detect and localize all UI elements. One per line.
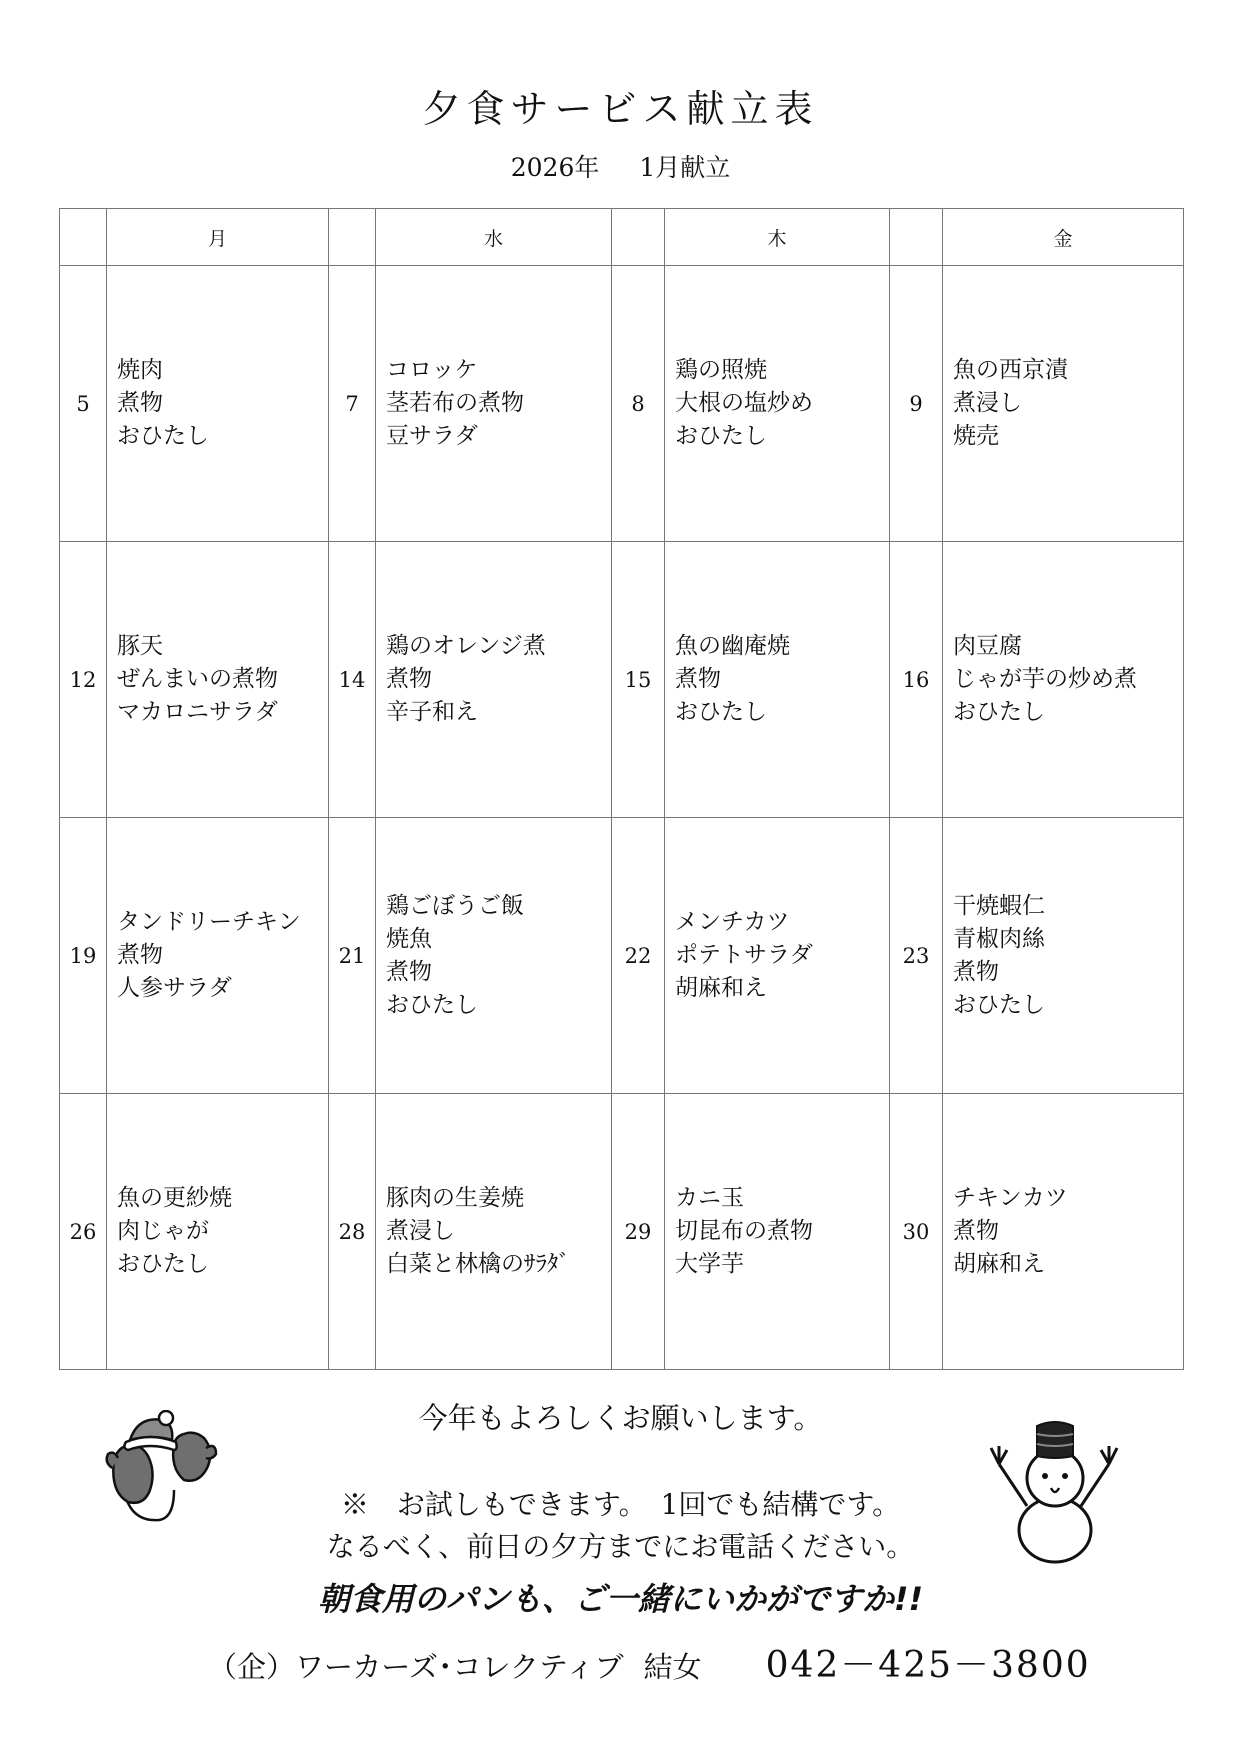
day-number: 8 [612,266,665,542]
dish-item: 煮物 [386,958,432,985]
dish-item: おひたし [675,699,767,725]
day-number: 26 [60,1094,107,1370]
dish-item: 大学芋 [675,1251,744,1277]
dish-item: 人参サラダ [117,975,232,1001]
dish-item: ぜんまいの煮物 [117,666,278,692]
dish-item: 白菜と林檎のｻﾗﾀﾞ [386,1251,570,1277]
dish-item: 胡麻和え [675,975,767,1001]
dish-item: タンドリーチキン [117,909,301,935]
company-name: 結女 [643,1650,702,1684]
dish-item: 焼肉 [117,357,163,383]
dish-item: 豆サラダ [386,423,478,449]
phone-number: 042－425－3800 [765,1645,1091,1686]
page-title: 夕食サービス献立表 [422,87,819,131]
dish-item: 煮物 [386,666,432,692]
day-number: 7 [329,266,376,542]
menu-cell [107,266,329,542]
menu-cell [943,542,1184,818]
dish-item: 魚の更紗焼 [117,1185,232,1211]
dish-item: 煮物 [675,666,721,692]
dish-item: 煮物 [117,942,163,968]
dish-item: 煮物 [953,958,999,985]
day-number: 14 [329,542,376,818]
mitten-right [173,1433,210,1481]
menu-cell [665,1094,890,1370]
trial-note: ※ お試しもできます。 1回でも結構です。 [340,1488,901,1521]
order-deadline-note: なるべく、前日の夕方までにお電話ください。 [326,1530,915,1563]
dish-item: 煮物 [117,390,163,416]
dish-item: 辛子和え [386,699,478,725]
day-number: 16 [890,542,943,818]
dish-item: 魚の西京漬 [953,357,1068,383]
menu-cell [943,1094,1184,1370]
weekday-header: 木 [665,209,890,266]
day-number: 15 [612,542,665,818]
day-header-blank [329,209,376,266]
dish-item: 大根の塩炒め [675,390,813,416]
menu-cell [943,266,1184,542]
day-number: 28 [329,1094,376,1370]
company-label: （企）ワーカーズ･コレクティブ [208,1650,624,1684]
menu-cell [665,818,890,1094]
dish-item: 鶏ごぼうご飯 [386,892,524,919]
day-number: 12 [60,542,107,818]
dish-item: おひたし [675,423,767,449]
dish-item: 切昆布の煮物 [675,1218,813,1244]
dish-item: 豚天 [117,633,163,659]
weekday-header: 金 [943,209,1184,266]
dish-item: 肉豆腐 [953,633,1022,659]
dish-item: 鶏のオレンジ煮 [386,633,546,659]
dish-item: 肉じゃが [117,1218,209,1244]
dish-item: おひたし [953,699,1045,725]
dish-item: 茎若布の煮物 [386,390,524,416]
week-row [60,818,1184,1094]
dish-item: 魚の幽庵焼 [675,633,790,659]
dish-item: 胡麻和え [953,1251,1045,1277]
menu-cell [376,266,612,542]
dish-item: 煮物 [953,1218,999,1244]
day-header-blank [612,209,665,266]
menu-cell [376,818,612,1094]
dish-item: 豚肉の生姜焼 [386,1185,524,1211]
weekday-header: 水 [376,209,612,266]
day-header-blank [890,209,943,266]
menu-cell [107,1094,329,1370]
dish-item: 煮浸し [386,1218,455,1244]
menu-cell [107,542,329,818]
menu-cell [376,1094,612,1370]
new-year-greeting: 今年もよろしくお願いします。 [418,1401,823,1435]
dish-item: ポテトサラダ [675,942,813,968]
week-row [60,542,1184,818]
menu-cell [376,542,612,818]
week-row [60,266,1184,542]
dish-item: カニ玉 [675,1185,744,1211]
dish-item: 焼魚 [386,925,432,952]
day-number: 9 [890,266,943,542]
month: 1月献立 [639,153,731,182]
dish-item: 干焼蝦仁 [953,892,1045,919]
menu-period [0,148,1241,184]
menu-cell [665,266,890,542]
table-header-row [60,209,1184,266]
dish-item: 鶏の照焼 [675,357,767,383]
dish-item: コロッケ [386,357,478,383]
day-number: 29 [612,1094,665,1370]
day-number: 22 [612,818,665,1094]
dish-item: 煮浸し [953,390,1022,416]
menu-cell [943,818,1184,1094]
day-number: 21 [329,818,376,1094]
dish-item: チキンカツ [953,1185,1068,1211]
day-number: 5 [60,266,107,542]
menu-cell [665,542,890,818]
dish-item: マカロニサラダ [117,699,278,725]
dish-item: 焼売 [953,423,999,449]
menu-cell [107,818,329,1094]
dish-item: おひたし [953,991,1045,1018]
day-number: 30 [890,1094,943,1370]
year: 2026年 [510,153,600,182]
weekday-header: 月 [107,209,329,266]
dish-item: おひたし [117,1251,209,1277]
contact-footer [208,1637,1091,1688]
dish-item: じゃが芋の炒め煮 [953,666,1137,692]
day-number: 23 [890,818,943,1094]
dish-item: おひたし [386,991,478,1018]
bread-promotion: 朝食用のパンも、ご一緒にいかがですか!! [317,1580,924,1618]
day-header-blank [60,209,107,266]
dish-item: 青椒肉絲 [953,925,1045,952]
dish-item: おひたし [117,423,209,449]
dish-item: メンチカツ [675,909,790,935]
menu-table [59,208,1184,1370]
day-number: 19 [60,818,107,1094]
week-row [60,1094,1184,1370]
